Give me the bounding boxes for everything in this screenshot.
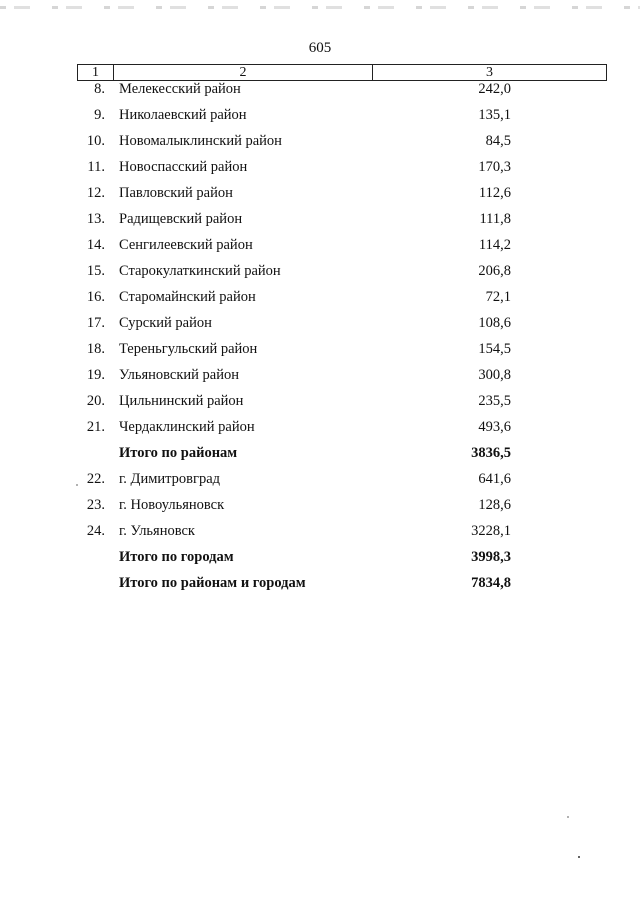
total-row [0,445,640,471]
row-value: 300,8 [478,367,511,383]
row-name: Старомайнский район [119,289,256,305]
row-value: 235,5 [478,393,511,409]
row-name: Мелекесский район [119,81,241,97]
row-name: Тереньгульский район [119,341,258,357]
row-number: 15. [86,263,105,279]
row-name: Новоспасский район [119,159,248,175]
row-number: 21. [86,419,105,435]
row-number: 20. [86,393,105,409]
row-name: Старокулаткинский район [119,263,281,279]
scan-speck [578,856,580,858]
row-number: 23. [86,497,105,513]
row-name: Итого по районам и городам [119,575,306,591]
row-number: 10. [86,133,105,149]
row-name: Павловский район [119,185,233,201]
row-number: 16. [86,289,105,305]
row-value: 128,6 [478,497,511,513]
table-row [0,393,640,419]
row-value: 3998,3 [471,549,511,565]
row-name: Итого по городам [119,549,234,565]
row-name: г. Новоульяновск [119,497,225,513]
row-name: Радищевский район [119,211,243,227]
table-header [77,64,607,81]
row-value: 72,1 [485,289,511,305]
row-value: 135,1 [478,107,511,123]
row-number: 18. [86,341,105,357]
row-name: г. Ульяновск [119,523,195,539]
column-header-3: 3 [486,65,493,80]
total-row [0,575,640,601]
row-number: 17. [86,315,105,331]
table-row [0,497,640,523]
row-number: 9. [94,107,105,123]
table-row [0,211,640,237]
total-row [0,549,640,575]
row-name: Сенгилеевский район [119,237,253,253]
row-name: Николаевский район [119,107,247,123]
row-value: 111,8 [479,211,511,227]
row-name: Чердаклинский район [119,419,255,435]
page-number: 605 [308,40,332,56]
scan-speck [76,484,78,486]
table-row [0,289,640,315]
table-row [0,133,640,159]
row-name: г. Димитровград [119,471,221,487]
row-name: Цильнинский район [119,393,244,409]
row-value: 7834,8 [471,575,511,591]
row-value: 3836,5 [471,445,511,461]
row-value: 493,6 [478,419,511,435]
row-name: Ульяновский район [119,367,240,383]
row-value: 108,6 [478,315,511,331]
scan-edge-artifact [0,6,640,9]
table-row [0,341,640,367]
row-name: Сурский район [119,315,212,331]
table-row [0,185,640,211]
column-header-1: 1 [78,65,114,80]
row-value: 170,3 [478,159,511,175]
table-row [0,159,640,185]
row-value: 114,2 [478,237,511,253]
row-name: Новомалыклинский район [119,133,282,149]
row-value: 242,0 [478,81,511,97]
row-value: 112,6 [478,185,511,201]
column-header-2: 2 [114,65,373,80]
row-number: 24. [86,523,105,539]
table-row [0,523,640,549]
row-number: 8. [94,81,105,97]
row-number: 12. [86,185,105,201]
row-number: 13. [86,211,105,227]
table-row [0,367,640,393]
row-value: 3228,1 [471,523,511,539]
row-name: Итого по районам [119,445,238,461]
row-value: 206,8 [478,263,511,279]
row-number: 22. [86,471,105,487]
row-value: 154,5 [478,341,511,357]
table-row [0,237,640,263]
table-row [0,81,640,107]
row-value: 641,6 [478,471,511,487]
row-value: 84,5 [485,133,511,149]
table-row [0,315,640,341]
row-number: 11. [87,159,105,175]
table-row [0,471,640,497]
row-number: 19. [86,367,105,383]
table-row [0,107,640,133]
table-row [0,419,640,445]
scan-speck [567,816,569,818]
table-row [0,263,640,289]
row-number: 14. [86,237,105,253]
